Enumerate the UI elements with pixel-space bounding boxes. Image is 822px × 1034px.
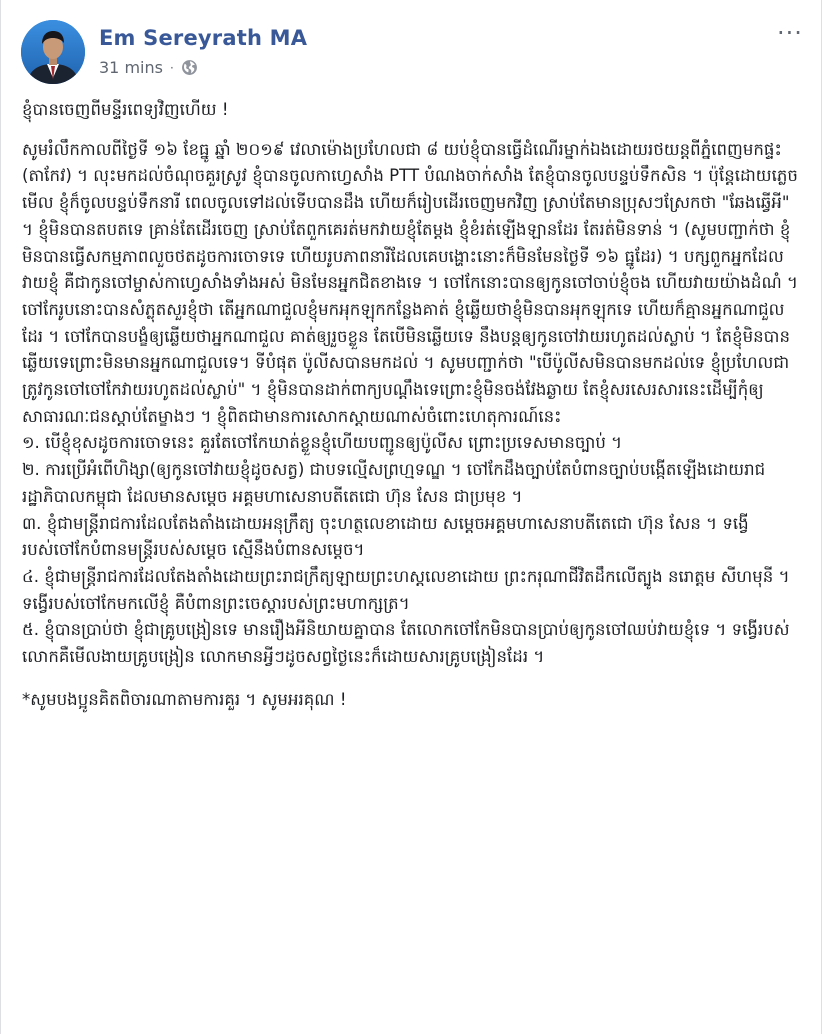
post-closing-line: *សូមបងប្អូនគិតពិចារណាតាមការគួរ ។ សូមអរគុណ ! <box>22 689 347 709</box>
post-list-item-2: ២. ការប្រើអំពើហិង្សា(ឲ្យកូនចៅវាយខ្ញុំដូចសត្វ) ជាបទល្មើសព្រហ្មទណ្ឌ ។ ចៅកែដឹងច្បាប់តែបំពានច្បាប់បង្កើតឡើងដោយរាជរដ្ឋាភិបាលកម្ពុជា ដែលមានសម្តេច អគ្គមហាសេនាបតីតេជោ ហ៊ុន សែន ជាប្រមុខ ។ <box>22 460 766 506</box>
post-meta <box>99 58 198 77</box>
post-list-item-3: ៣. ខ្ញុំជាមន្ត្រីរាជការដែលតែងតាំងដោយអនុក្រឹត្យ ចុះហត្ថលេខាដោយ សម្តេចអគ្គមហាសេនាបតីតេជោ ហ៊ុន សែន ។ ទង្វើរបស់ចៅកែបំពានមន្ត្រីរបស់សម្តេច ស្មើនឹងបំពានសម្តេច។ <box>22 513 749 560</box>
author-name[interactable]: Em Sereyrath MA <box>99 26 308 50</box>
paragraph-gap <box>22 124 804 137</box>
globe-icon[interactable] <box>181 59 198 76</box>
post-list-item-5: ៥. ខ្ញុំបានប្រាប់ថា ខ្ញុំជាគ្រូបង្រៀនទេ មានរឿងអីនិយាយគ្នាបាន តែលោកចៅកែមិនបានប្រាប់ឲ្យកូនចៅឈប់វាយខ្ញុំទេ ។ ទង្វើរបស់លោកគឺមើលងាយគ្រូបង្រៀន លោកមានអ្វីៗដូចសព្វថ្ងៃនេះក៏ដោយសារគ្រូបង្រៀនដែរ ។ <box>22 620 790 667</box>
avatar[interactable] <box>21 20 85 84</box>
post-paragraph: សូមរំលឹកកាលពីថ្ងៃទី ១៦ ខែធ្នូ ឆ្នាំ ២០១៩ វេលាម៉ោងប្រហែលជា ៨ យប់ខ្ញុំបានធ្វើដំណើរម្នាក់ឯងដោយរថយន្តពីភ្នំពេញមកផ្ទះ (តាកែវ) ។ លុះមកដល់ចំណុចគួរស្រូវ ខ្ញុំបានចូលកាហ្វេសាំង PTT បំណងចាក់សាំង តែខ្ញុំបានចូលបន្ទប់ទឹកសិន ។ ប៉ុន្តែដោយភ្លេចមើល ខ្ញុំក៏ចូលបន្ទប់ទឹកនារី ពេលចូលទៅដល់ទើបបានដឹង ហើយក៏រៀបដើរចេញមកវិញ ស្រាប់តែមានប្រុសៗស្រែកថា "ឆែងឆ្វើអី" ។ ខ្ញុំមិនបានតបតទេ គ្រាន់តែដើរចេញ ស្រាប់តែពួកគេរត់មកវាយខ្ញុំតែម្តង ខ្ញុំខំរត់ឡើងឡានដែរ តែរត់មិនទាន់ ។ (សូមបញ្ជាក់ថា ខ្ញុំមិនបានធ្វើសកម្មភាពលួចថតដូចការចោទទេ ហើយរូបភាពនារីដែលគេបង្ហោះនោះក៏មិនមែនថ្ងៃទី ១៦ ធ្នូដែរ) ។ បក្សពួកអ្នកដែលវាយខ្ញុំ គឺជាកូនចៅម្ចាស់កាហ្វេសាំងទាំងអស់ មិនមែនអ្នកជិតខាងទេ ។ ចៅកែនោះបានឲ្យកូនចៅចាប់ខ្ញុំចង ហើយវាយយ៉ាងដំណំ ។ ចៅកែរូបនោះបានសំភ្លុតសួរខ្ញុំថា តើអ្នកណាជួលខ្ញុំមកអុកឡុកកន្លែងគាត់ ខ្ញុំឆ្លើយថាខ្ញុំមិនបានអុកឡុកទេ ហើយក៏គ្មានអ្នកណាជួលដែរ ។ ចៅកែបានបង្ខំឲ្យឆ្លើយថាអ្នកណាជួល គាត់ឲ្យរួចខ្លួន តែបើមិនឆ្លើយទេ នឹងបន្តឲ្យកូនចៅវាយរហូតដល់ស្លាប់ ។ តែខ្ញុំមិនបានឆ្លើយទេព្រោះមិនមានអ្នកណាជួលទេ។ ទីបំផុត ប៉ូលីសបានមកដល់ ។ សូមបញ្ជាក់ថា "បើប៉ូលីសមិនបានមកដល់ទេ ខ្ញុំប្រហែលជាត្រូវកូនចៅចៅកែវាយរហូតដល់ស្លាប់" ។ ខ្ញុំមិនបានដាក់ពាក្យបណ្តឹងទេព្រោះខ្ញុំមិនចង់វែងឆ្ងាយ តែខ្ញុំសរសេរសារនេះដើម្បីកុំឲ្យសាធារណៈជនស្តាប់តែម្ខាងៗ ។ ខ្ញុំពិតជាមានការសោកស្តាយណាស់ចំពោះហេតុការណ៍នេះ <box>22 139 798 426</box>
ellipsis-icon[interactable]: ··· <box>777 19 803 47</box>
meta-separator: · <box>169 60 174 75</box>
avatar-image <box>21 20 85 84</box>
post-header <box>21 20 807 86</box>
post-timestamp[interactable]: 31 mins <box>99 58 163 77</box>
post-list-item-1: ១. បើខ្ញុំខុសដូចការចោទនេះ គួរតែចៅកែឃាត់ខ្លួនខ្ញុំហើយបញ្ជូនឲ្យប៉ូលីស ព្រោះប្រទេសមានច្បាប់ ។ <box>22 433 623 453</box>
post-list-item-4: ៤. ខ្ញុំជាមន្ត្រីរាជការដែលតែងតាំងដោយព្រះរាជក្រឹត្យឡាយព្រះហស្តលេខាដោយ ព្រះករុណាជីវិតដឹកលើត្បូង នរោត្តម សីហមុនី ។ ទង្វើរបស់ចៅកែមកលើខ្ញុំ គឺបំពានព្រះចេស្តារបស់ព្រះមហាក្សត្រ។ <box>22 566 790 613</box>
post-heading-line: ខ្ញុំបានចេញពីមន្ទីរពេទ្យវិញហើយ ! <box>22 100 229 119</box>
post-body <box>22 97 804 713</box>
paragraph-gap <box>22 671 804 687</box>
